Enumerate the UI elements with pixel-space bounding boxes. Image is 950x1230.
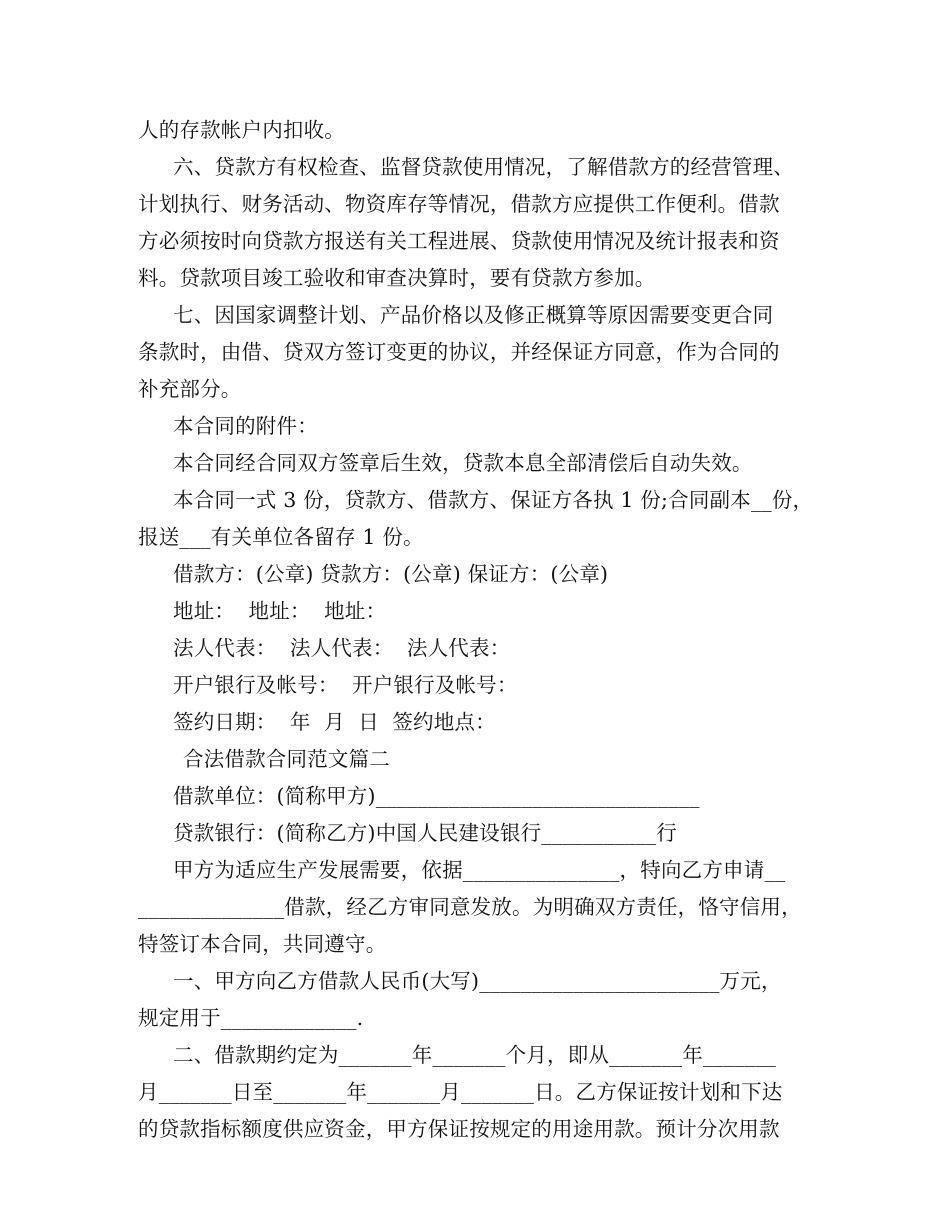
bank-account-line: 开户银行及帐号： 开户银行及帐号： [173, 673, 518, 697]
clause-one-line: 一、甲方向乙方借款人民币(大写)_______________________万元， [173, 969, 782, 993]
paragraph-line: 人的存款帐户内扣收。 [138, 118, 345, 142]
paragraph-line: 条款时，由借、贷双方签订变更的协议，并经保证方同意，作为合同的 [138, 340, 780, 364]
section-heading: 合法借款合同范文篇二 [183, 747, 390, 771]
borrower-line: 借款单位：(简称甲方)_______________________________ [173, 784, 700, 808]
paragraph-line: 月_______日至_______年_______月_______日。乙方保证按计划和下达 [138, 1080, 783, 1104]
application-line: 甲方为适应生产发展需要，依据_______________，特向乙方申请__ [173, 858, 786, 882]
signature-parties-line: 借款方：(公章) 贷款方：(公章) 保证方：(公章) [173, 562, 609, 586]
lender-bank-line: 贷款银行：(简称乙方)中国人民建设银行___________行 [173, 821, 677, 845]
copies-line: 本合同一式 3 份，贷款方、借款方、保证方各执 1 份;合同副本__份， [173, 488, 814, 512]
paragraph-line: 方必须按时向贷款方报送有关工程进展、贷款使用情况及统计报表和资 [138, 229, 780, 253]
paragraph-line: 计划执行、财务活动、物资库存等情况，借款方应提供工作便利。借款 [138, 192, 780, 216]
paragraph-line: 料。贷款项目竣工验收和审查决算时，要有贷款方参加。 [138, 266, 656, 290]
paragraph-line: ______________借款，经乙方审同意发放。为明确双方责任，恪守信用， [138, 895, 802, 919]
paragraph-line: 报送___有关单位各留存 1 份。 [138, 525, 424, 549]
address-line: 地址： 地址： 地址： [173, 599, 387, 623]
signing-date-line: 签约日期： 年 月 日 签约地点： [173, 710, 496, 734]
clause-two-line: 二、借款期约定为_______年_______个月，即从_______年_______ [173, 1043, 777, 1067]
attachments-line: 本合同的附件： [173, 414, 318, 438]
paragraph-line: 规定用于_____________. [138, 1006, 364, 1030]
clause-seven-line: 七、因国家调整计划、产品价格以及修正概算等原因需要变更合同 [173, 303, 774, 327]
paragraph-line: 补充部分。 [138, 377, 242, 401]
paragraph-line: 的贷款指标额度供应资金，甲方保证按规定的用途用款。预计分次用款 [138, 1117, 780, 1141]
clause-six-line: 六、贷款方有权检查、监督贷款使用情况，了解借款方的经营管理、 [173, 155, 794, 179]
paragraph-line: 特签订本合同，共同遵守。 [138, 932, 387, 956]
effectiveness-line: 本合同经合同双方签章后生效，贷款本息全部清偿后自动失效。 [173, 451, 753, 475]
legal-representative-line: 法人代表： 法人代表： 法人代表： [173, 636, 511, 660]
